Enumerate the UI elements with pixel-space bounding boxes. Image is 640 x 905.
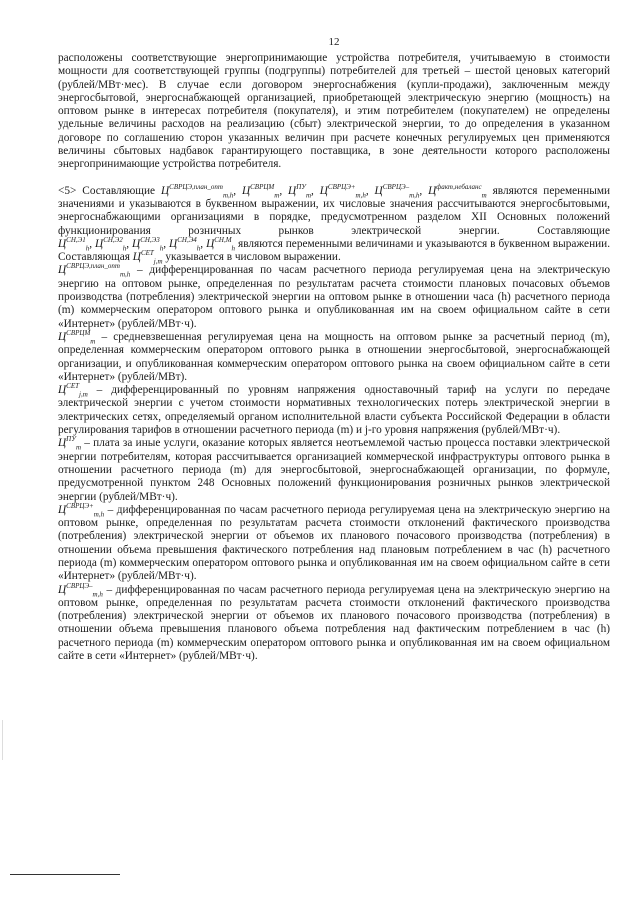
note-5-lead: <5> Составляющие xyxy=(58,184,156,197)
definition-text: – дифференцированная по часам расчетного периода регулируемая цена на электрическую энергию на оптовом рынке, определенная по результатам расчета стоимости отклонений фактического производства (потребления) электрической энергии от объемов их планового почасового производства (потребления) в отношении объема превышения планового объема потребления над фактическим потреблением в час (h) расчетного периода (m) коммерческим оператором оптового рынка и опубликованная им на своем официальном сайте в сети «Интернет» (рублей/МВт·ч). xyxy=(58,583,610,663)
definition-item xyxy=(58,581,610,664)
note-5-text-3: указывается в числовом выражении. xyxy=(165,251,341,264)
definition-item xyxy=(58,331,610,384)
definition-symbol: $Ц^{СВРЦМ}_m$ xyxy=(58,329,96,346)
definition-text: – дифференцированная по часам расчетного периода регулируемая цена на электрическую энергию на оптовом рынке, определенная по результатам расчета стоимости отклонений фактического производства (потребления) электрической энергии от объемов их планового почасового производства (потребления) в отношении объема превышения фактического потребления над плановым потреблением в час (h) расчетного периода (m) коммерческим оператором оптового рынка и опубликованная им на своем официальном сайте в сети «Интернет» (рублей/МВт·ч). xyxy=(58,503,610,583)
definition-symbol: $Ц^{СВРЦЭ+}_{m,h}$ xyxy=(58,502,105,519)
definition-item xyxy=(58,437,610,503)
definition-symbol: $Ц^{ПУ}_m$ xyxy=(58,435,81,452)
intro-paragraph: расположены соответствующие энергопринимающие устройства потребителя, учитываемую в стоимости мощности для соответствующей группы (подгруппы) потребителей для третьей – шестой ценовых категорий (рублей/МВт·мес). В случае если договором энергоснабжения (купли-продажи), заключенным между энергосбытовой, энергоснабжающей организацией, приобретающей электрическую энергию (мощность) на оптовом рынке в интересах потребителя (покупателя), и этим потребителем (покупателем) не определены удельные величины расходов на реализацию (сбыт) электрической энергии, то до определения в указанном договоре по соглашению сторон указанных величин при расчете конечных регулируемых цен применяются величины сбытовых надбавок гарантирующего поставщика, в зоне деятельности которого расположены энергопринимающие устройства потребителя. xyxy=(58,52,610,171)
note-5-paragraph xyxy=(58,182,611,266)
definition-symbol: $Ц^{СВРЦЭ-}_{m,h}$ xyxy=(58,581,103,598)
definition-item xyxy=(58,264,610,330)
note-5-symbols-2: $Ц^{СН,Э1}_h$, $Ц^{СН,Э2}_h$, $Ц^{СН,Э3}_h$, $Ц^{СН,Э4}_h$, $Ц^{СН,М}_h$ xyxy=(58,236,236,253)
definition-item xyxy=(58,384,610,437)
definition-text: – дифференцированный по уровням напряжения одноставочный тариф на услуги по передаче электрической энергии с учетом стоимости нормативных технологических потерь электрической энергии в электрических сетях, определяемый органом исполнительной власти субъекта Российской Федерации в области регулирования тарифов в отношении расчетного периода (m) и j-го уровня напряжения (рублей/МВт·ч). xyxy=(58,384,610,437)
definition-symbol: $Ц^{СВРЦЭ,план\_опт}_{m,h}$ xyxy=(58,262,131,279)
footnote-separator xyxy=(10,874,120,875)
definition-text: – плата за иные услуги, оказание которых является неотъемлемой частью процесса поставки электрической энергии потребителям, которая рассчитывается организацией коммерческой инфраструктуры оптового рынка в отношении расчетного периода (m) для энергосбытовой, энергоснабжающей организации, по формуле, предусмотренной пунктом 248 Основных положений функционирования розничных рынков электрической энергии (рублей/МВт·ч). xyxy=(58,437,610,503)
definition-symbol: $Ц^{СЕТ}_{j,m}$ xyxy=(58,382,88,399)
note-5-text-2: являются переменными величинами и указываются в буквенном выражении. Составляющая xyxy=(58,237,611,264)
note-5-symbol-3: $Ц^{СЕТ}_{j,m}$ xyxy=(132,249,163,266)
note-5-text-1: являются переменными значениями и указываются в буквенном выражении, их числовые значения рассчитываются энергосбытовыми, энергоснабжающими организациями в порядке, предусмотренном разделом XII Основных положений функционирования розничных рынков электрической энергии. Составляющие xyxy=(58,184,611,237)
definition-text: – средневзвешенная регулируемая цена на мощность на оптовом рынке за расчетный период (m), определенная коммерческим оператором оптового рынка в отношении энергосбытовой, энергоснабжающей организации, и опубликованная коммерческим оператором оптового рынка на своем официальном сайте в сети «Интернет» (рублей/МВт). xyxy=(58,330,610,383)
note-5-symbols-1: $Ц^{СВРЦЭ,план\_опт}_{m,h}$, $Ц^{СВРЦМ}_m$, $Ц^{ПУ}_m$, $Ц^{СВРЦЭ+}_{m,h}$, $Ц^{СВРЦЭ-}_{m,h}$, $Ц^{факт,небаланс}_m$ xyxy=(160,182,487,199)
definitions-list xyxy=(58,264,610,663)
definition-item xyxy=(58,504,610,584)
definition-text: – дифференцированная по часам расчетного периода регулируемая цена на электрическую энергию на оптовом рынке, определенная по результатам расчета стоимости плановых почасовых объемов производства (потребления) электрической энергии на оптовом рынке в отношении часа (h) расчетного периода (m) коммерческим оператором оптового рынка и опубликованная им на своем официальном сайте в сети «Интернет» (рублей/МВт·ч). xyxy=(58,264,611,330)
margin-mark xyxy=(2,720,6,760)
page-number: 12 xyxy=(328,36,340,48)
